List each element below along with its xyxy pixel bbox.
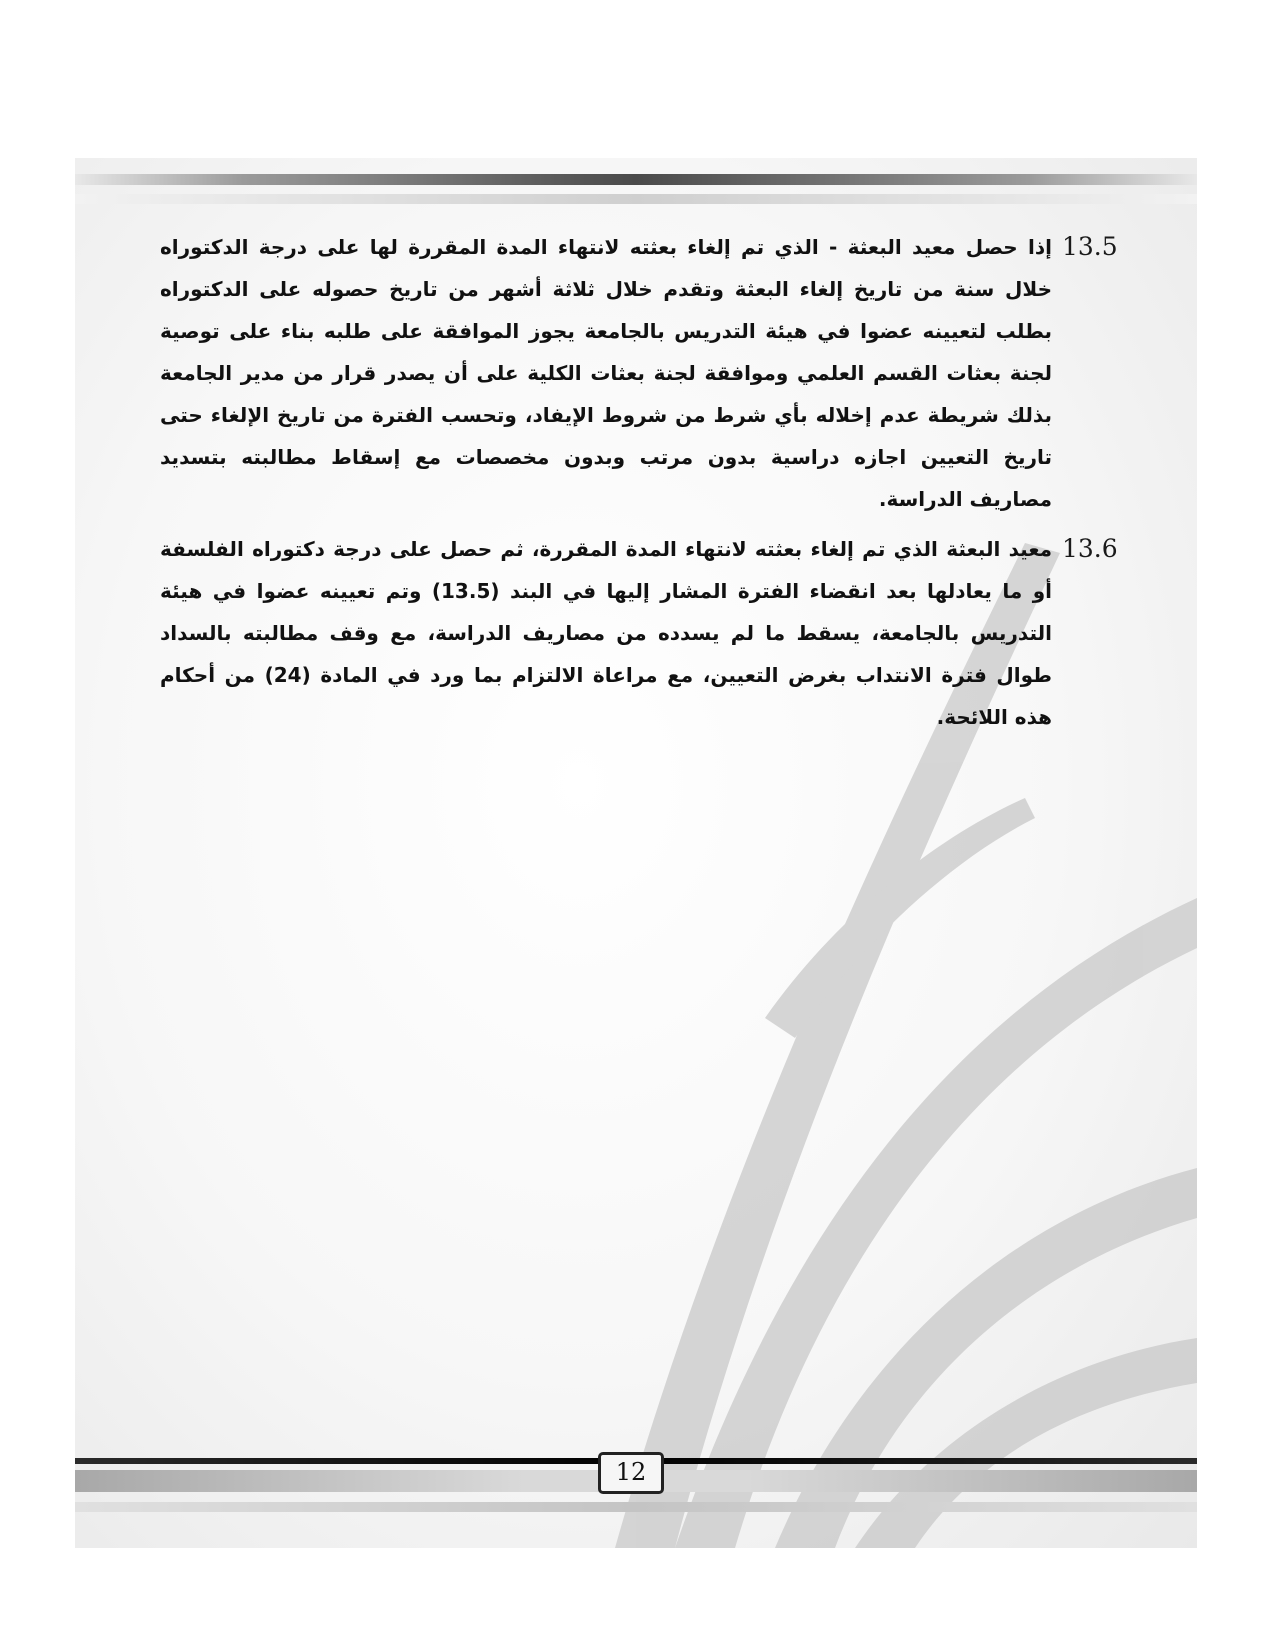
- clause-number: 13.5: [1062, 232, 1118, 261]
- clause-number: 13.6: [1062, 534, 1118, 563]
- clause-text: إذا حصل معيد البعثة - الذي تم إلغاء بعثته لانتهاء المدة المقررة لها على درجة الدكتوراه خلال سنة من تاريخ إلغاء البعثة وتقدم خلال ثلاثة أشهر من تاريخ حصوله على الدكتوراه بطلب لتعيينه عضوا في هيئة التدريس بالجامعة يجوز الموافقة على طلبه بناء على توصية لجنة بعثات القسم العلمي وموافقة لجنة بعثات الكلية على أن يصدر قرار من مدير الجامعة بذلك شريطة عدم إخلاله بأي شرط من شروط الإيفاد، وتحسب الفترة من تاريخ الإلغاء حتى تاريخ التعيين اجازه دراسية بدون مرتب وبدون مخصصات مع إسقاط مطالبته بتسديد مصاريف الدراسة.: [160, 235, 1052, 511]
- footer-band: [75, 1458, 1197, 1548]
- clause-text: معيد البعثة الذي تم إلغاء بعثته لانتهاء المدة المقررة، ثم حصل على درجة دكتوراه الفلسفة أو ما يعادلها بعد انقضاء الفترة المشار إليها في البند (13.5) وتم تعيينه عضوا في هيئة التدريس بالجامعة، يسقط ما لم يسدده من مصاريف الدراسة، مع وقف مطالبته بالسداد طوال فترة الانتداب بغرض التعيين، مع مراعاة الالتزام بما ورد في المادة (24) من أحكام هذه اللائحة.: [160, 537, 1052, 729]
- page-number: 12: [598, 1452, 664, 1494]
- header-band: [75, 158, 1197, 216]
- clause-13-6: [160, 528, 1118, 738]
- clause-13-5: [160, 226, 1118, 520]
- article-body: [160, 226, 1118, 738]
